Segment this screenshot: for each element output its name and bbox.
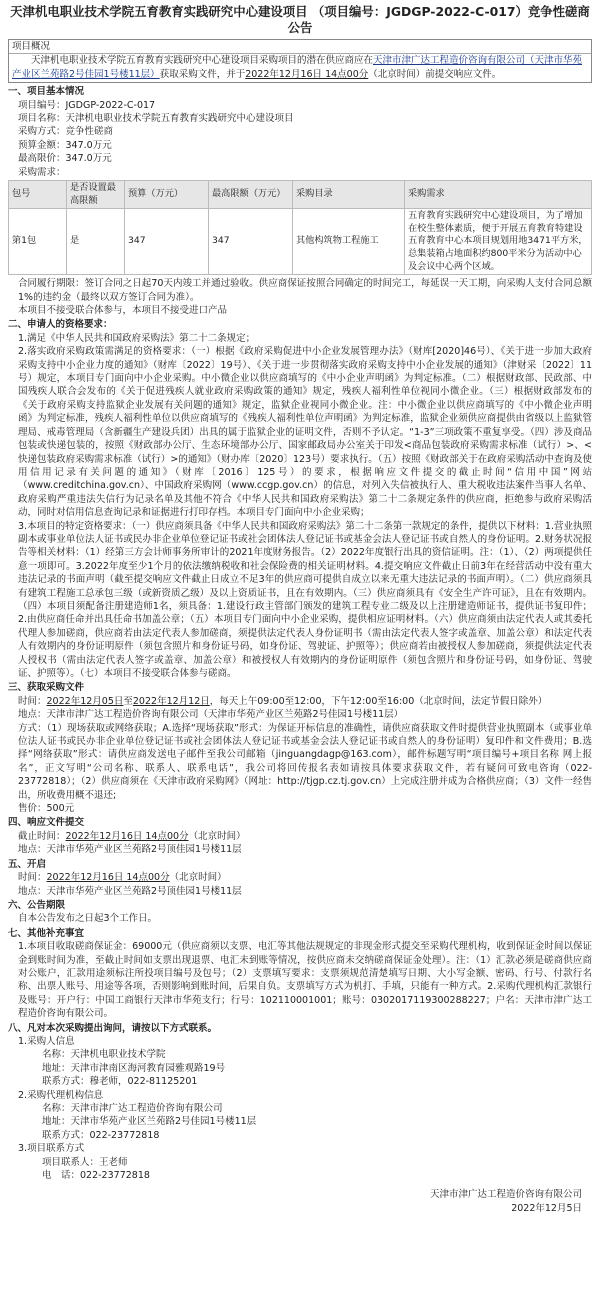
submit-deadline: [18, 830, 592, 843]
purchaser-address: 地址：天津市津南区海河教育园雅观路19号: [42, 1062, 226, 1074]
agency-contact: 联系方式：022-23772818: [42, 1129, 160, 1141]
obtain-time: [18, 695, 592, 708]
project-number: 项目编号：JGDGP-2022-C-017: [18, 99, 156, 111]
qualification-2: 2.落实政府采购政策需满足的资格要求：（一）根据《政府采购促进中小企业发展管理办法》（财库[2020]46号）、《关于进一步加大政府采购支持中小企业力度的通知》（财库〔2022〕19号）、《关于进一步贯彻落实政府采购支持中小企业发展的通知》（津财采〔2022〕11号）规定，本项目专门面向中小企业采购。中小微企业以供应商填写的《中小企业声明函》为判定标准。（二）根据财政部、民政部、中国残疾人联合会发布的《关于促进残疾人就业政府采购政策的通知》规定，残疾人福利性单位视同小微企业。（三）根据财政部发布的《关于政府采购支持监狱企业发展有关问题的通知》规定，监狱企业视同小微企业。注：中小微企业以供应商填写的《中小微企业声明函》为判定标准，残疾人福利性单位以供应商填写的《残疾人福利性单位声明函》为判定标准，监狱企业须供应商提供由省级以上监狱管理局、戒毒管理局（含新疆生产建设兵团）出具的属于监狱企业的证明文件，否则不予认定。“1-3”三项政策不重复享受。（四）涉及商品包装或快递包装的，按照《财政部办公厅、生态环境部办公厅、国家邮政局办公室关于印发<商品包装政府采购需求标准（试行）>、<快递包装政府采购需求标准（试行）>的通知》（财办库〔2020〕123号）要求执行。（五）按照《财政部关于在政府采购活动中查询及使用信用记录有关问题的通知》（财库〔2016〕125号）的要求，根据响应文件提交的截止时间“信用中国”网站（www.creditchina.gov.cn）、中国政府采购网（www.ccgp.gov.cn）的信息，对列入失信被执行人、重大税收违法案件当事人名单、政府采购严重违法失信行为记录名单及其他不符合《中华人民共和国政府采购法》第二十二条规定条件的供应商，拒绝参与政府采购活动，同时对信用信息查询记录和证据进行打印存档。本项目专门面向中小企业采购；: [18, 346, 592, 519]
qualification-3: 3.本项目的特定资格要求：（一）供应商须具备《中华人民共和国政府采购法》第二十二条第一款规定的条件，提供以下材料：1.营业执照副本或事业单位法人证书或民办非企业单位登记证书或社会团体法人登记证书或基金会法人登记证书或自然人的身份证明。2.财务状况报告等相关材料：（1）经第三方会计师事务所审计的2021年度财务报告。（2）2022年度银行出具的资信证明。注：（1）、（2）两项提供任意一项即可。3.2022年度至少1个月的依法缴纳税收和社会保险费的相关证明材料。4.提交响应文件截止日前3年在经营活动中没有重大违法记录的书面声明（截至提交响应文件截止日成立不足3年的供应商可提供自成立以来无重大违法记录的书面声明）。（二）供应商须具有建筑工程施工总承包三级（或新资质乙级）及以上资质证书，且在有效期内。（三）供应商须具有《安全生产许可证》，且在有效期内。（四）本项目须配备注册建造师1名，须具备：1.建设行政主管部门颁发的建筑工程专业二级及以上注册建造师证书，提供证书复印件；2.由供应商任命并出具任命书加盖公章；（五）本项目专门面向中小企业采购，提供相应证明材料。（六）供应商须由法定代表人或其委托代理人参加磋商，供应商若由法定代表人参加磋商，须提供法定代表人身份证明书（需由法定代表人签字或盖章、加盖公章）和法定代表人有效期内的身份证明原件（须包含照片和身份证号码，如身份证、驾驶证、护照等）；供应商若由被授权人参加磋商，须提供法定代表人授权书（需由法定代表人签字或盖章、加盖公章）和被授权人有效期内的身份证明原件（须包含照片和身份证号码，如身份证、驾驶证、护照等）。（七）本项目不接受联合体参与磋商。: [18, 520, 592, 679]
submit-deadline-value: 2022年12月16日 14点00分: [65, 830, 189, 842]
section-3-body: [8, 695, 592, 816]
cell-catalog: 其他构筑物工程施工: [293, 209, 405, 275]
overview-text: [9, 54, 591, 82]
section-8-body: [8, 1035, 592, 1182]
agency-name: 名称：天津市津广达工程造价咨询有限公司: [42, 1103, 223, 1114]
cell-has-limit: 是: [67, 209, 125, 275]
overview-place: 天津市津广达工程造价咨询有限公司（天津市华苑产业区兰苑路2号佳园1号楼11层）: [12, 55, 583, 80]
section-8-heading: 八、凡对本次采购提出询问，请按以下方式联系。: [8, 1022, 218, 1034]
section-1-heading: 一、项目基本情况: [8, 86, 85, 98]
section-2-heading: 二、申请人的资格要求：: [8, 319, 113, 331]
agency-address: 地址：天津市华苑产业区兰苑路2号佳园1号楼11层: [42, 1116, 257, 1128]
notice-period: 自本公告发布之日起3个工作日。: [18, 913, 158, 925]
budget-table: [8, 180, 592, 275]
opening-time-value: 2022年12月16日 14点00分: [46, 872, 170, 884]
section-7-heading: 七、其他补充事宜: [8, 927, 85, 939]
contact-title: 3.项目联系方式: [18, 1143, 85, 1155]
section-7-body: [8, 940, 592, 1020]
section-2-body: [8, 332, 592, 681]
contract-period: 合同履行期限：签订合同之日起70天内竣工并通过验收。供应商保证按照合同确定的时间完工，每延误一天工期，向采购人支付合同总额1%的违约金（最终以双方签订合同为准）。: [18, 278, 592, 303]
procurement-demand-label: 采购需求：: [18, 166, 66, 178]
section-4-body: [8, 830, 592, 857]
procurement-method: 采购方式：竞争性磋商: [18, 126, 114, 138]
qualification-1: 1.满足《中华人民共和国政府采购法》第二十二条规定；: [18, 332, 256, 344]
cell-package: 第1包: [9, 209, 67, 275]
col-header-budget: 预算（万元）: [125, 181, 209, 209]
deposit-info: 1.本项目收取磋商保证金：69000元（供应商须以支票、电汇等其他法规规定的非现金形式提交至采购代理机构，收到保证金时间以保证金到账时间为准，至截止时间如支票出现退票、电汇未到账等情况，按供应商未交纳磋商保证金处理）。注：（1）汇款必须是磋商供应商对公账户，汇款用途须标注所投项目编号及包号；（2）支票填写要求：支票须规范清楚填写日期、大小写金额、密码、行号、付款行名称、出票人账号、用途等各项，否则影响到账时间，后果自负。支票填写方式为机打、手填，只能有一种方式。2.采购代理机构汇款银行及账号：开户行：中国工商银行天津市华苑支行；行号：102110001001；账号：0302017119300288227；户名：天津市津广达工程造价咨询有限公司。: [18, 941, 592, 1020]
contact-person: 项目联系人：王老师: [42, 1156, 128, 1168]
col-header-demand: 采购需求: [405, 181, 592, 209]
budget-amount: 预算金额：347.0万元: [18, 139, 112, 151]
overview-heading: 项目概况: [9, 40, 591, 54]
contact-phone: 电 话：022-23772818: [42, 1170, 150, 1182]
col-header-package: 包号: [9, 181, 67, 209]
max-price: 最高限价：347.0万元: [18, 153, 112, 165]
project-name: 项目名称：天津机电职业技术学院五育教育实践研究中心建设项目: [18, 113, 294, 125]
project-overview-box: [8, 39, 592, 83]
cell-max-limit: 347: [209, 209, 293, 275]
col-header-max-limit: 最高限额（万元）: [209, 181, 293, 209]
opening-time-label: 时间：: [18, 872, 47, 884]
opening-time-tail: （北京时间）: [169, 872, 227, 884]
obtain-time-tail: ，每天上午09:00至12:00，下午12:00至16:00（北京时间，法定节假日除外）: [209, 695, 548, 707]
section-6-body: [8, 912, 592, 925]
signature-org: 天津市津广达工程造价咨询有限公司: [429, 1189, 582, 1201]
purchaser-contact: 联系方式：穆老师，022-81125201: [42, 1076, 198, 1088]
obtain-place: 地点：天津市津广达工程造价咨询有限公司（天津市华苑产业区兰苑路2号佳园1号楼11层）: [18, 709, 404, 721]
obtain-time-to: 至: [123, 695, 133, 707]
section-4-heading: 四、响应文件提交: [8, 817, 85, 829]
overview-mid: 获取采购文件，并于: [159, 68, 246, 80]
purchaser-title: 1.采购人信息: [18, 1035, 75, 1047]
signature-block: [8, 1188, 592, 1215]
table-header-row: [9, 181, 592, 209]
opening-time: [18, 871, 592, 884]
col-header-catalog: 采购目录: [293, 181, 405, 209]
section-5-body: [8, 871, 592, 898]
obtain-price: 售价：500元: [18, 803, 75, 815]
page-title: 天津机电职业技术学院五育教育实践研究中心建设项目 （项目编号：JGDGP-2022-C-017）竞争性磋商公告: [10, 4, 590, 35]
cell-demand: 五育教育实践研究中心建设项目，为了增加在校生整体素质，便于开展五育教育特建设五育教育中心本项目规划用地3471平方米，总集装箱占地面积约800平米分为活动中心及会议中心两个区域。: [405, 209, 592, 275]
col-header-has-limit: 是否设置最高限额: [67, 181, 125, 209]
overview-lead: 天津机电职业技术学院五育教育实践研究中心建设项目采购项目的潜在供应商应在: [31, 55, 374, 67]
section-6-heading: 六、公告期限: [8, 899, 66, 911]
consortium-note: 本项目不接受联合体参与，本项目不接受进口产品: [18, 305, 228, 317]
obtain-time-start: 2022年12月05日: [46, 695, 124, 707]
signature-date: 2022年12月5日: [511, 1202, 582, 1214]
obtain-time-label: 时间：: [18, 695, 47, 707]
submit-place: 地点：天津市华苑产业区兰苑路2号顶佳园1号楼11层: [18, 844, 242, 856]
section-1-fields: [8, 99, 592, 179]
overview-tail: （北京时间）前提交响应文件。: [368, 68, 502, 80]
section-3-heading: 三、获取采购文件: [8, 682, 85, 694]
cell-budget: 347: [125, 209, 209, 275]
obtain-time-end: 2022年12月12日: [132, 695, 210, 707]
submit-deadline-label: 截止时间：: [18, 830, 66, 842]
agency-title: 2.采购代理机构信息: [18, 1089, 104, 1101]
opening-place: 地点：天津市华苑产业区兰苑路2号顶佳园1号楼11层: [18, 885, 242, 897]
table-row: [9, 209, 592, 275]
section-1-notes: [8, 277, 592, 317]
section-5-heading: 五、开启: [8, 858, 47, 870]
purchaser-name: 名称：天津机电职业技术学院: [42, 1049, 166, 1061]
obtain-method: 方式：（1）现场获取或网络获取；A.选择“现场获取”形式：为保证开标信息的准确性，请供应商获取文件时提供营业执照副本（或事业单位法人证书或民办非企业单位登记证书或社会团体法人登记证书或基金会法人登记证书或自然人的身份证明）复印件和文件费用；B.选择“网络获取”形式：请供应商发送电子邮件至我公司邮箱（jinguangdagp@163.com），邮件标题写明“项目编号+项目名称 网上报名”，正文写明“公司名称、联系人、联系电话”，我公司将回传报名表如请按具体要求获取文件，若有疑问可致电咨询（022-23772818）；（2）供应商须在《天津市政府采购网》（网址：http://tjgp.cz.tj.gov.cn）上完成注册并成为合格供应商；（3）文件一经售出，所收费用概不退还;: [18, 722, 592, 801]
submit-deadline-tail: （北京时间）: [188, 830, 246, 842]
overview-deadline: 2022年12月16日 14点00分: [245, 68, 369, 80]
